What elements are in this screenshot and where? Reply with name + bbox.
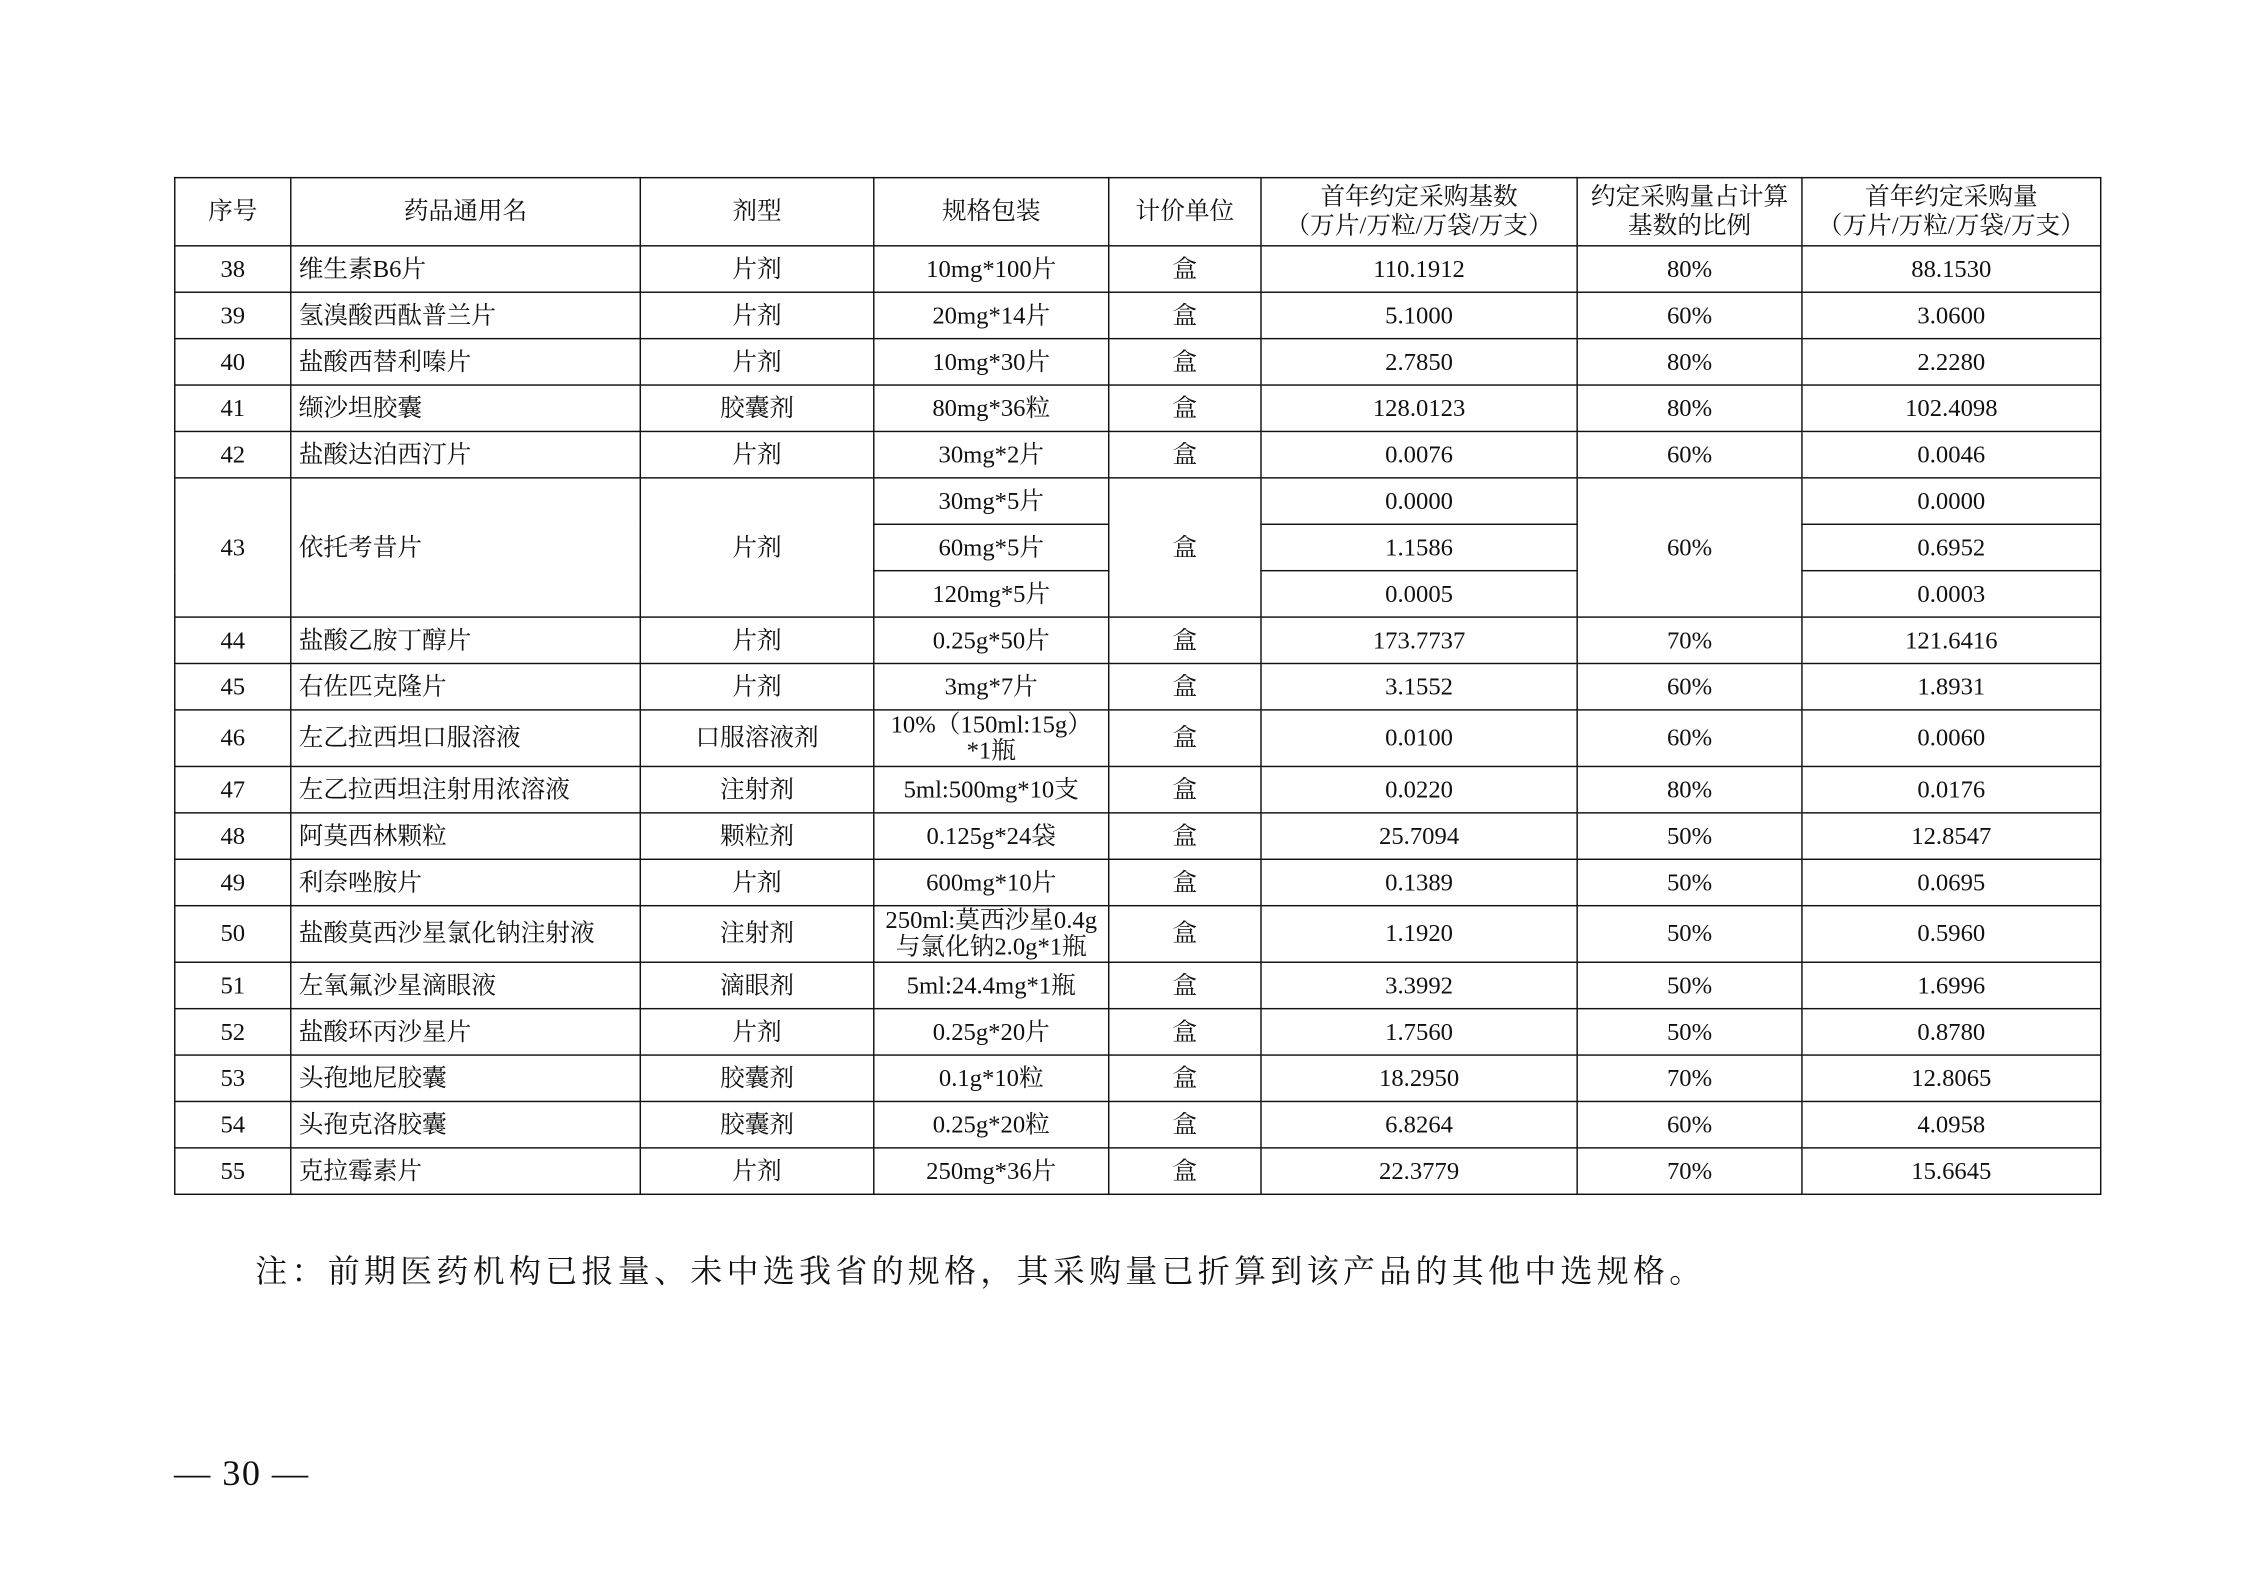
cell-seq: 45 [175, 663, 291, 709]
cell-spec: 5ml:24.4mg*1瓶 [874, 962, 1109, 1008]
cell-base: 18.2950 [1261, 1055, 1577, 1101]
cell-ratio: 50% [1577, 962, 1802, 1008]
cell-spec: 10mg*100片 [874, 246, 1109, 292]
cell-base: 5.1000 [1261, 292, 1577, 338]
page-number: — 30 — [174, 1454, 310, 1494]
cell-name: 氢溴酸西酞普兰片 [291, 292, 641, 338]
cell-unit: 盒 [1109, 478, 1261, 617]
cell-base: 3.3992 [1261, 962, 1577, 1008]
header-ratio-line2: 基数的比例 [1627, 211, 1752, 240]
table-row [175, 339, 2101, 385]
cell-ratio: 50% [1577, 813, 1802, 859]
cell-seq: 46 [175, 710, 291, 767]
cell-unit: 盒 [1109, 1101, 1261, 1147]
cell-base: 1.1920 [1261, 906, 1577, 963]
header-qty-line2: （万片/万粒/万袋/万支） [1817, 211, 2085, 240]
procurement-table [174, 177, 2101, 1195]
header-base-line1: 首年约定采购基数 [1320, 182, 1518, 210]
cell-seq: 52 [175, 1009, 291, 1055]
cell-unit: 盒 [1109, 663, 1261, 709]
cell-name: 阿莫西林颗粒 [291, 813, 641, 859]
table-row [175, 292, 2101, 338]
cell-ratio: 50% [1577, 1009, 1802, 1055]
cell-unit: 盒 [1109, 1009, 1261, 1055]
cell-qty: 1.6996 [1802, 962, 2101, 1008]
cell-base: 1.1586 [1261, 524, 1577, 570]
cell-ratio: 60% [1577, 663, 1802, 709]
cell-qty: 3.0600 [1802, 292, 2101, 338]
cell-name: 缬沙坦胶囊 [291, 385, 641, 431]
cell-spec: 3mg*7片 [874, 663, 1109, 709]
cell-ratio: 80% [1577, 246, 1802, 292]
cell-seq: 38 [175, 246, 291, 292]
cell-form: 滴眼剂 [640, 962, 873, 1008]
cell-base: 110.1912 [1261, 246, 1577, 292]
cell-name: 盐酸达泊西汀片 [291, 431, 641, 477]
cell-name: 盐酸莫西沙星氯化钠注射液 [291, 906, 641, 963]
table-row [175, 1101, 2101, 1147]
cell-qty: 0.0695 [1802, 859, 2101, 905]
cell-qty: 0.0046 [1802, 431, 2101, 477]
cell-unit: 盒 [1109, 766, 1261, 812]
cell-ratio: 70% [1577, 617, 1802, 663]
cell-base: 6.8264 [1261, 1101, 1577, 1147]
header-form: 剂型 [640, 178, 873, 246]
cell-qty: 12.8065 [1802, 1055, 2101, 1101]
cell-spec: 60mg*5片 [874, 524, 1109, 570]
cell-name: 盐酸环丙沙星片 [291, 1009, 641, 1055]
cell-spec: 0.125g*24袋 [874, 813, 1109, 859]
cell-base: 0.0220 [1261, 766, 1577, 812]
cell-form: 片剂 [640, 1148, 873, 1194]
cell-form: 片剂 [640, 292, 873, 338]
table-row [175, 859, 2101, 905]
cell-name: 左乙拉西坦注射用浓溶液 [291, 766, 641, 812]
cell-spec: 30mg*5片 [874, 478, 1109, 524]
cell-seq: 40 [175, 339, 291, 385]
cell-form: 片剂 [640, 339, 873, 385]
cell-unit: 盒 [1109, 339, 1261, 385]
cell-form: 片剂 [640, 478, 873, 617]
cell-ratio: 60% [1577, 710, 1802, 767]
table-row [175, 766, 2101, 812]
cell-qty: 15.6645 [1802, 1148, 2101, 1194]
cell-name: 头孢地尼胶囊 [291, 1055, 641, 1101]
cell-base: 0.0100 [1261, 710, 1577, 767]
cell-base: 2.7850 [1261, 339, 1577, 385]
cell-ratio: 80% [1577, 385, 1802, 431]
cell-base: 25.7094 [1261, 813, 1577, 859]
cell-form: 胶囊剂 [640, 1101, 873, 1147]
header-qty [1802, 178, 2101, 246]
cell-qty: 0.0176 [1802, 766, 2101, 812]
cell-seq: 53 [175, 1055, 291, 1101]
cell-ratio: 80% [1577, 339, 1802, 385]
cell-unit: 盒 [1109, 1055, 1261, 1101]
cell-name: 维生素B6片 [291, 246, 641, 292]
header-ratio-line1: 约定采购量占计算 [1590, 182, 1789, 210]
cell-base: 0.0076 [1261, 431, 1577, 477]
cell-qty: 0.5960 [1802, 906, 2101, 963]
cell-spec: 30mg*2片 [874, 431, 1109, 477]
cell-ratio: 80% [1577, 766, 1802, 812]
cell-spec: 20mg*14片 [874, 292, 1109, 338]
cell-spec [874, 906, 1109, 963]
cell-seq: 49 [175, 859, 291, 905]
cell-seq: 39 [175, 292, 291, 338]
cell-ratio: 70% [1577, 1148, 1802, 1194]
cell-name: 头孢克洛胶囊 [291, 1101, 641, 1147]
cell-name: 克拉霉素片 [291, 1148, 641, 1194]
cell-unit: 盒 [1109, 1148, 1261, 1194]
table-row [175, 906, 2101, 963]
cell-spec [874, 710, 1109, 767]
cell-unit: 盒 [1109, 292, 1261, 338]
cell-ratio: 60% [1577, 478, 1802, 617]
cell-name: 盐酸乙胺丁醇片 [291, 617, 641, 663]
cell-qty: 0.0000 [1802, 478, 2101, 524]
cell-unit: 盒 [1109, 617, 1261, 663]
cell-qty: 2.2280 [1802, 339, 2101, 385]
cell-spec: 600mg*10片 [874, 859, 1109, 905]
cell-unit: 盒 [1109, 246, 1261, 292]
cell-form: 片剂 [640, 1009, 873, 1055]
cell-spec: 0.25g*50片 [874, 617, 1109, 663]
cell-ratio: 70% [1577, 1055, 1802, 1101]
cell-unit: 盒 [1109, 710, 1261, 767]
cell-name: 左乙拉西坦口服溶液 [291, 710, 641, 767]
cell-spec: 0.25g*20片 [874, 1009, 1109, 1055]
cell-ratio: 50% [1577, 906, 1802, 963]
header-seq: 序号 [175, 178, 291, 246]
cell-spec: 10mg*30片 [874, 339, 1109, 385]
cell-seq: 43 [175, 478, 291, 617]
cell-spec-line1: 10%（150ml:15g） [890, 710, 1092, 739]
cell-ratio: 60% [1577, 431, 1802, 477]
cell-seq: 47 [175, 766, 291, 812]
header-qty-line1: 首年约定采购量 [1865, 182, 2038, 210]
cell-spec: 250mg*36片 [874, 1148, 1109, 1194]
cell-base: 0.0005 [1261, 571, 1577, 617]
table-row [175, 385, 2101, 431]
cell-qty: 0.0060 [1802, 710, 2101, 767]
table-row [175, 431, 2101, 477]
cell-name: 右佐匹克隆片 [291, 663, 641, 709]
cell-spec: 120mg*5片 [874, 571, 1109, 617]
cell-unit: 盒 [1109, 962, 1261, 1008]
table-row [175, 246, 2101, 292]
cell-form: 片剂 [640, 431, 873, 477]
cell-form: 颗粒剂 [640, 813, 873, 859]
cell-ratio: 60% [1577, 292, 1802, 338]
cell-form: 注射剂 [640, 766, 873, 812]
cell-form: 口服溶液剂 [640, 710, 873, 767]
cell-name: 盐酸西替利嗪片 [291, 339, 641, 385]
cell-seq: 41 [175, 385, 291, 431]
cell-qty: 88.1530 [1802, 246, 2101, 292]
cell-seq: 54 [175, 1101, 291, 1147]
cell-spec: 0.1g*10粒 [874, 1055, 1109, 1101]
cell-spec: 80mg*36粒 [874, 385, 1109, 431]
cell-spec: 0.25g*20粒 [874, 1101, 1109, 1147]
cell-form: 片剂 [640, 246, 873, 292]
cell-ratio: 50% [1577, 859, 1802, 905]
table-row [175, 1009, 2101, 1055]
cell-base: 0.0000 [1261, 478, 1577, 524]
cell-name: 左氧氟沙星滴眼液 [291, 962, 641, 1008]
cell-form: 片剂 [640, 663, 873, 709]
cell-spec-line1: 250ml:莫西沙星0.4g [885, 906, 1098, 935]
cell-name: 利奈唑胺片 [291, 859, 641, 905]
cell-spec-line2: 与氯化钠2.0g*1瓶 [895, 932, 1087, 961]
header-spec: 规格包装 [874, 178, 1109, 246]
cell-seq: 42 [175, 431, 291, 477]
table-row [175, 663, 2101, 709]
cell-qty: 121.6416 [1802, 617, 2101, 663]
table-row [175, 1055, 2101, 1101]
table-row [175, 617, 2101, 663]
cell-form: 胶囊剂 [640, 385, 873, 431]
cell-qty: 0.8780 [1802, 1009, 2101, 1055]
cell-base: 128.0123 [1261, 385, 1577, 431]
header-base-line2: （万片/万粒/万袋/万支） [1285, 211, 1553, 240]
cell-seq: 55 [175, 1148, 291, 1194]
cell-base: 1.7560 [1261, 1009, 1577, 1055]
cell-spec-line2: *1瓶 [966, 736, 1016, 765]
cell-unit: 盒 [1109, 431, 1261, 477]
cell-form: 注射剂 [640, 906, 873, 963]
header-name: 药品通用名 [291, 178, 641, 246]
table-row-group-43 [175, 478, 2101, 524]
cell-spec: 5ml:500mg*10支 [874, 766, 1109, 812]
table-row [175, 710, 2101, 767]
table-header-row [175, 178, 2101, 246]
cell-seq: 51 [175, 962, 291, 1008]
cell-seq: 48 [175, 813, 291, 859]
cell-unit: 盒 [1109, 859, 1261, 905]
header-ratio [1577, 178, 1802, 246]
table-row [175, 962, 2101, 1008]
cell-base: 173.7737 [1261, 617, 1577, 663]
cell-qty: 0.0003 [1802, 571, 2101, 617]
cell-form: 片剂 [640, 617, 873, 663]
cell-unit: 盒 [1109, 385, 1261, 431]
cell-name: 依托考昔片 [291, 478, 641, 617]
cell-form: 胶囊剂 [640, 1055, 873, 1101]
cell-qty: 12.8547 [1802, 813, 2101, 859]
footnote: 注：前期医药机构已报量、未中选我省的规格，其采购量已折算到该产品的其他中选规格。 [255, 1253, 1706, 1290]
cell-form: 片剂 [640, 859, 873, 905]
table-row [175, 1148, 2101, 1194]
cell-base: 3.1552 [1261, 663, 1577, 709]
cell-base: 22.3779 [1261, 1148, 1577, 1194]
cell-base: 0.1389 [1261, 859, 1577, 905]
cell-qty: 1.8931 [1802, 663, 2101, 709]
cell-ratio: 60% [1577, 1101, 1802, 1147]
cell-qty: 4.0958 [1802, 1101, 2101, 1147]
cell-qty: 102.4098 [1802, 385, 2101, 431]
cell-seq: 50 [175, 906, 291, 963]
header-base [1261, 178, 1577, 246]
table-row [175, 813, 2101, 859]
header-unit: 计价单位 [1109, 178, 1261, 246]
cell-unit: 盒 [1109, 813, 1261, 859]
cell-qty: 0.6952 [1802, 524, 2101, 570]
cell-seq: 44 [175, 617, 291, 663]
cell-unit: 盒 [1109, 906, 1261, 963]
